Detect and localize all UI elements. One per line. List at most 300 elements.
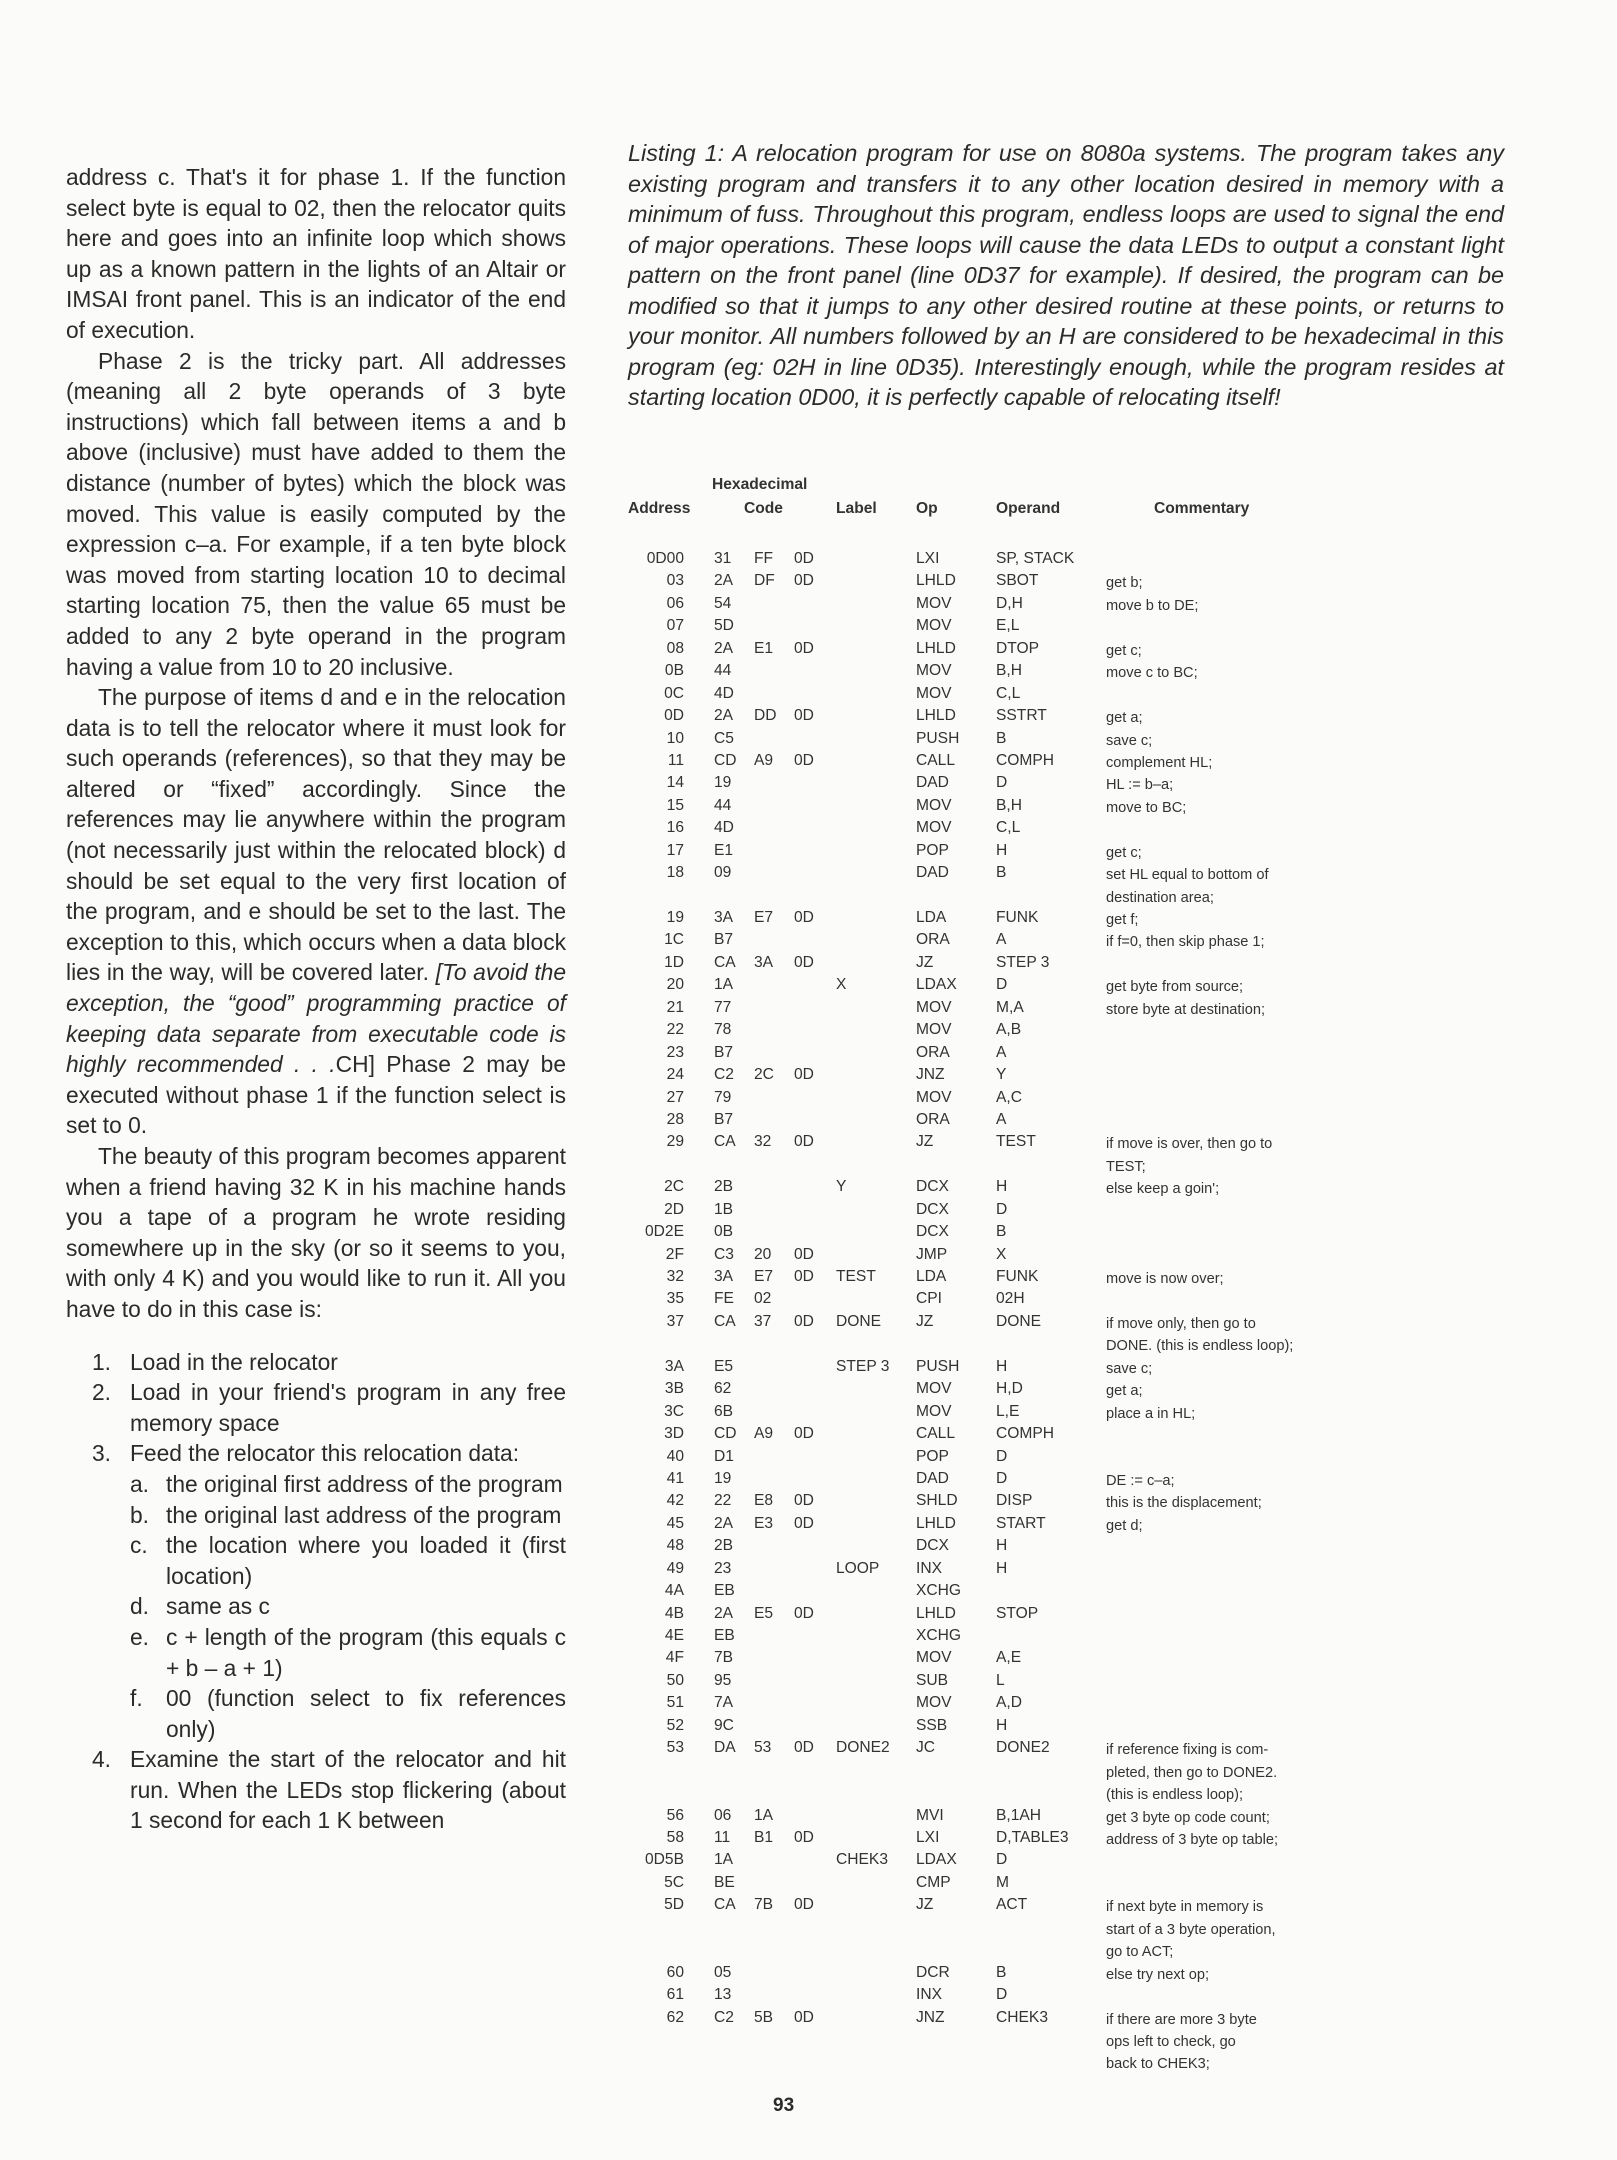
opcode-cell: MOV	[916, 1402, 952, 1420]
opcode-cell: JMP	[916, 1245, 948, 1263]
hex-byte-1-cell: 6B	[714, 1402, 734, 1420]
hex-byte-1-cell: 77	[714, 998, 732, 1016]
address-cell: 56	[666, 1806, 684, 1824]
step-item: 4. Examine the start of the relocator and hit run. When the LEDs stop flickering (about 1 second for each 1 K between	[92, 1746, 566, 1834]
listing-row	[628, 976, 1508, 998]
label-cell: LOOP	[836, 1559, 880, 1577]
operand-cell: A,D	[996, 1694, 1022, 1712]
commentary-cell: if next byte in memory is start of a 3 byte operation, go to ACT;	[1106, 1899, 1276, 1961]
commentary-cell: set HL equal to bottom of destination area;	[1106, 867, 1269, 906]
commentary-cell: get 3 byte op code count;	[1106, 1809, 1270, 1826]
commentary-cell: get b;	[1106, 575, 1143, 592]
label-cell: STEP 3	[836, 1357, 890, 1375]
operand-cell: B	[996, 1223, 1007, 1241]
listing-row	[628, 1223, 1508, 1245]
address-cell: 06	[666, 594, 684, 612]
listing-row	[628, 617, 1508, 639]
address-cell: 03	[666, 572, 684, 590]
opcode-cell: JZ	[916, 953, 934, 971]
operand-cell: M	[996, 1873, 1009, 1891]
operand-cell: FUNK	[996, 1268, 1039, 1286]
listing-row	[628, 1851, 1508, 1873]
hex-byte-1-cell: 23	[714, 1559, 732, 1577]
listing-row	[628, 1358, 1508, 1380]
commentary-cell: complement HL;	[1106, 754, 1213, 771]
operand-cell: COMPH	[996, 751, 1055, 769]
opcode-cell: DCR	[916, 1963, 950, 1981]
hex-byte-1-cell: 3A	[714, 909, 734, 927]
commentary-cell: place a in HL;	[1106, 1405, 1196, 1422]
hex-byte-1-cell: 2A	[714, 1514, 734, 1532]
opcode-cell: DAD	[916, 774, 949, 792]
relocation-data-list	[130, 1469, 566, 1744]
instruction-steps	[66, 1347, 566, 1837]
hex-byte-1-cell: 7A	[714, 1694, 734, 1712]
listing-row	[628, 707, 1508, 729]
operand-cell: A,E	[996, 1649, 1022, 1667]
operand-cell: SSTRT	[996, 707, 1047, 725]
hex-byte-2-cell: 20	[754, 1245, 772, 1263]
hex-byte-1-cell: 79	[714, 1088, 732, 1106]
hex-byte-1-cell: CA	[714, 1312, 736, 1330]
address-cell: 15	[666, 796, 684, 814]
operand-cell: B	[996, 729, 1007, 747]
hex-byte-1-cell: 62	[714, 1380, 732, 1398]
listing-row	[628, 1717, 1508, 1739]
commentary-cell: address of 3 byte op table;	[1106, 1832, 1278, 1849]
listing-row	[628, 1448, 1508, 1470]
step-item: 3. Feed the relocator this relocation data: a. the original first address of the program b. the original last address of the program c. the location where you loaded it (first location) d. same as c e. c + length of the program (this equals c + b – a + 1) f. 00 (function select to fix references only)	[66, 1438, 566, 1744]
operand-cell: A	[996, 1110, 1007, 1128]
hex-byte-3-cell: 0D	[794, 572, 814, 590]
header-op: Op	[916, 500, 938, 517]
hex-byte-3-cell: 0D	[794, 707, 814, 725]
listing-row	[628, 1021, 1508, 1043]
opcode-cell: MOV	[916, 998, 952, 1016]
listing-row	[628, 550, 1508, 572]
opcode-cell: CALL	[916, 751, 956, 769]
address-cell: 0C	[664, 684, 684, 702]
address-cell: 50	[666, 1671, 684, 1689]
hex-byte-2-cell: B1	[754, 1829, 774, 1847]
commentary-cell: if move is over, then go to TEST;	[1106, 1136, 1273, 1175]
listing-row	[628, 864, 1508, 909]
listing-row	[628, 1313, 1508, 1358]
hex-byte-1-cell: 9C	[714, 1716, 734, 1734]
label-cell: DONE	[836, 1312, 882, 1330]
operand-cell: DISP	[996, 1492, 1033, 1510]
hex-byte-2-cell: E1	[754, 639, 774, 657]
hex-byte-1-cell: B7	[714, 1043, 734, 1061]
listing-row	[628, 842, 1508, 864]
address-cell: 41	[666, 1469, 684, 1487]
address-cell: 4E	[664, 1627, 684, 1645]
opcode-cell: DAD	[916, 864, 949, 882]
editor-initials: CH]	[335, 1051, 375, 1078]
hex-byte-1-cell: CA	[714, 1896, 736, 1914]
opcode-cell: MOV	[916, 1088, 952, 1106]
opcode-cell: MOV	[916, 1694, 952, 1712]
operand-cell: D	[996, 976, 1008, 994]
opcode-cell: PUSH	[916, 1357, 960, 1375]
hex-byte-1-cell: 3A	[714, 1268, 734, 1286]
opcode-cell: LDA	[916, 1268, 947, 1286]
address-cell: 2D	[664, 1200, 684, 1218]
editor-note: [To avoid the exception, the “good” programming practice of keeping data separate from executable code is highly recommended . . .	[66, 959, 567, 1078]
opcode-cell: INX	[916, 1559, 942, 1577]
operand-cell: H	[996, 1178, 1008, 1196]
opcode-cell: LDAX	[916, 1851, 957, 1869]
hex-byte-3-cell: 0D	[794, 2008, 814, 2026]
opcode-cell: MOV	[916, 684, 952, 702]
address-cell: 23	[666, 1043, 684, 1061]
opcode-cell: MOV	[916, 819, 952, 837]
opcode-cell: XCHG	[916, 1627, 962, 1645]
label-cell: X	[836, 976, 847, 994]
operand-cell: B,H	[996, 662, 1022, 680]
listing-row	[628, 1694, 1508, 1716]
address-cell: 28	[666, 1110, 684, 1128]
operand-cell: D	[996, 1200, 1008, 1218]
hex-byte-1-cell: 1B	[714, 1200, 734, 1218]
listing-row	[628, 1896, 1508, 1963]
listing-caption: Listing 1: A relocation program for use on 8080a systems. The program takes any existing program and transfers it to any other location desired in memory with a minimum of fuss. Throughout this program, endless loops are used to signal the end of major operations. These loops will cause the data LEDs to output a constant light pattern on the front panel (line 0D37 for example). If desired, the program can be modified so that it jumps to any other desired routine at these points, or returns to your monitor. All numbers followed by an H are considered to be hexadecimal in this program (eg: 02H in line 0D35). Interestingly enough, while the program resides at starting location 0D00, it is perfectly capable of relocating itself!	[628, 140, 1504, 410]
address-cell: 2C	[664, 1178, 684, 1196]
operand-cell: D,H	[996, 594, 1023, 612]
listing-row	[628, 685, 1508, 707]
address-cell: 29	[666, 1133, 684, 1151]
commentary-cell: get f;	[1106, 912, 1139, 929]
operand-cell: E,L	[996, 617, 1020, 635]
hex-byte-3-cell: 0D	[794, 751, 814, 769]
hex-byte-2-cell: A9	[754, 1425, 774, 1443]
listing-row	[628, 1807, 1508, 1829]
listing-row	[628, 1425, 1508, 1447]
commentary-cell: else keep a goin';	[1106, 1181, 1220, 1198]
hex-byte-3-cell: 0D	[794, 639, 814, 657]
hex-byte-1-cell: EB	[714, 1627, 735, 1645]
hex-byte-1-cell: CD	[714, 751, 737, 769]
address-cell: 22	[666, 1021, 684, 1039]
listing-row	[628, 1649, 1508, 1671]
hex-byte-1-cell: 2A	[714, 572, 734, 590]
paragraph-3-main: The purpose of items d and e in the relocation data is to tell the relocator where it must look for such operands (references), so that they may be altered or “fixed” accordingly. Since the references may lie anywhere within the program (not necessarily just within the relocated block) d should be set equal to the very first location of the program, and e should be set to the last. The exception to this, which occurs when a data block lies in the way, will be covered later.	[66, 684, 566, 986]
opcode-cell: MVI	[916, 1806, 944, 1824]
address-cell: 24	[666, 1066, 684, 1084]
listing-row	[628, 572, 1508, 594]
header-operand: Operand	[996, 500, 1061, 517]
address-cell: 3C	[664, 1402, 684, 1420]
address-cell: 1C	[664, 931, 684, 949]
hex-byte-2-cell: 5B	[754, 2008, 774, 2026]
hex-byte-2-cell: E5	[754, 1604, 774, 1622]
listing-row	[628, 1829, 1508, 1851]
hex-byte-1-cell: C2	[714, 2008, 734, 2026]
opcode-cell: CALL	[916, 1425, 956, 1443]
hex-byte-1-cell: 2A	[714, 639, 734, 657]
hex-byte-3-cell: 0D	[794, 1066, 814, 1084]
operand-cell: B	[996, 864, 1007, 882]
operand-cell: X	[996, 1245, 1007, 1263]
address-cell: 18	[666, 864, 684, 882]
commentary-cell: if there are more 3 byte ops left to check, go back to CHEK3;	[1106, 2011, 1257, 2073]
operand-cell: D	[996, 774, 1008, 792]
address-cell: 3B	[664, 1380, 684, 1398]
opcode-cell: POP	[916, 1447, 949, 1465]
opcode-cell: SUB	[916, 1671, 949, 1689]
hex-byte-3-cell: 0D	[794, 1896, 814, 1914]
hex-byte-1-cell: 44	[714, 796, 732, 814]
commentary-cell: DE := c–a;	[1106, 1472, 1175, 1489]
opcode-cell: MOV	[916, 1021, 952, 1039]
opcode-cell: MOV	[916, 1380, 952, 1398]
operand-cell: D,TABLE3	[996, 1829, 1069, 1847]
hex-byte-3-cell: 0D	[794, 1514, 814, 1532]
commentary-cell: get a;	[1106, 710, 1143, 727]
hex-byte-1-cell: 44	[714, 662, 732, 680]
opcode-cell: POP	[916, 841, 949, 859]
assembly-listing	[628, 476, 1508, 2076]
commentary-cell: get a;	[1106, 1383, 1143, 1400]
operand-cell: M,A	[996, 998, 1024, 1016]
hex-byte-3-cell: 0D	[794, 953, 814, 971]
hex-byte-1-cell: 31	[714, 550, 732, 567]
page-number: 93	[773, 2095, 795, 2116]
hex-byte-1-cell: B7	[714, 931, 734, 949]
operand-cell: SP, STACK	[996, 550, 1075, 567]
listing-row	[628, 1201, 1508, 1223]
listing-row	[628, 640, 1508, 662]
hex-byte-1-cell: B7	[714, 1110, 734, 1128]
hex-byte-3-cell: 0D	[794, 1133, 814, 1151]
hex-byte-1-cell: 54	[714, 594, 732, 612]
listing-row	[628, 1089, 1508, 1111]
commentary-cell: get c;	[1106, 642, 1142, 659]
listing-row	[628, 909, 1508, 931]
operand-cell: D	[996, 1986, 1008, 2004]
listing-row	[628, 1986, 1508, 2008]
operand-cell: D	[996, 1469, 1008, 1487]
hex-byte-1-cell: 09	[714, 864, 732, 882]
opcode-cell: CPI	[916, 1290, 942, 1308]
operand-cell: L	[996, 1671, 1005, 1689]
listing-row	[628, 1470, 1508, 1492]
address-cell: 61	[666, 1986, 684, 2004]
opcode-cell: LHLD	[916, 572, 956, 590]
label-cell: DONE2	[836, 1739, 890, 1757]
address-cell: 51	[666, 1694, 684, 1712]
operand-cell: A,C	[996, 1088, 1022, 1106]
opcode-cell: LHLD	[916, 639, 956, 657]
operand-cell: D	[996, 1851, 1008, 1869]
operand-cell: 02H	[996, 1290, 1025, 1308]
address-cell: 17	[666, 841, 684, 859]
operand-cell: STOP	[996, 1604, 1039, 1622]
commentary-cell: get byte from source;	[1106, 979, 1244, 996]
operand-cell: SBOT	[996, 572, 1039, 590]
operand-cell: ACT	[996, 1896, 1028, 1914]
commentary-cell: get d;	[1106, 1517, 1143, 1534]
hex-byte-1-cell: 22	[714, 1492, 732, 1510]
commentary-cell: move c to BC;	[1106, 665, 1198, 682]
commentary-cell: if move only, then go to DONE. (this is endless loop);	[1106, 1315, 1294, 1355]
listing-row	[628, 1066, 1508, 1088]
address-cell: 48	[666, 1537, 684, 1555]
substep-item: e. c + length of the program (this equals c + b – a + 1)	[130, 1623, 566, 1681]
listing-row	[628, 1044, 1508, 1066]
opcode-cell: MOV	[916, 617, 952, 635]
opcode-cell: LDAX	[916, 976, 957, 994]
listing-row	[628, 1133, 1508, 1178]
operand-cell: FUNK	[996, 909, 1039, 927]
hex-byte-3-cell: 0D	[794, 1829, 814, 1847]
opcode-cell: JZ	[916, 1896, 934, 1914]
address-cell: 0D	[664, 707, 684, 725]
opcode-cell: DCX	[916, 1537, 949, 1555]
header-commentary: Commentary	[1154, 500, 1250, 517]
address-cell: 0B	[664, 662, 684, 680]
substep-item: f. 00 (function select to fix references only)	[130, 1685, 566, 1742]
listing-row	[628, 819, 1508, 841]
address-cell: 49	[666, 1559, 684, 1577]
listing-row	[628, 1627, 1508, 1649]
hex-byte-2-cell: 02	[754, 1290, 772, 1308]
header-label: Label	[836, 500, 877, 517]
operand-cell: STEP 3	[996, 953, 1050, 971]
hex-byte-1-cell: C3	[714, 1245, 734, 1263]
hex-byte-1-cell: 2B	[714, 1537, 734, 1555]
listing-row	[628, 730, 1508, 752]
listing-row	[628, 1492, 1508, 1514]
hex-byte-1-cell: D1	[714, 1447, 734, 1465]
opcode-cell: LHLD	[916, 1604, 956, 1622]
address-cell: 08	[666, 639, 684, 657]
listing-row	[628, 1964, 1508, 1986]
step-item: 2. Load in your friend's program in any free memory space	[92, 1379, 566, 1436]
operand-cell: H	[996, 1716, 1008, 1734]
opcode-cell: LHLD	[916, 707, 956, 725]
opcode-cell: MOV	[916, 594, 952, 612]
operand-cell: H	[996, 1559, 1008, 1577]
opcode-cell: JZ	[916, 1312, 934, 1330]
listing-row	[628, 1403, 1508, 1425]
substep-item: c. the location where you loaded it (first location)	[130, 1532, 566, 1589]
operand-cell: DONE	[996, 1312, 1042, 1330]
header-code: Code	[744, 500, 783, 517]
hex-byte-1-cell: 4D	[714, 819, 734, 837]
hex-byte-2-cell: DD	[754, 707, 777, 725]
operand-cell: A	[996, 931, 1007, 949]
hex-byte-3-cell: 0D	[794, 550, 814, 567]
listing-row	[628, 1380, 1508, 1402]
commentary-cell: HL := b–a;	[1106, 777, 1174, 794]
hex-byte-1-cell: E1	[714, 841, 734, 859]
hex-byte-3-cell: 0D	[794, 1739, 814, 1757]
commentary-cell: move is now over;	[1106, 1271, 1224, 1288]
opcode-cell: LXI	[916, 1829, 940, 1847]
opcode-cell: JNZ	[916, 1066, 945, 1084]
opcode-cell: MOV	[916, 1649, 952, 1667]
address-cell: 07	[666, 617, 684, 635]
address-cell: 35	[666, 1290, 684, 1308]
operand-cell: TEST	[996, 1133, 1036, 1151]
address-cell: 4F	[665, 1649, 684, 1667]
operand-cell: D	[996, 1447, 1008, 1465]
address-cell: 32	[666, 1268, 684, 1286]
opcode-cell: JNZ	[916, 2008, 945, 2026]
address-cell: 4A	[664, 1582, 684, 1600]
hex-byte-1-cell: 0B	[714, 1223, 734, 1241]
hex-byte-1-cell: 7B	[714, 1649, 734, 1667]
hex-byte-1-cell: 11	[714, 1829, 731, 1847]
operand-cell: DONE2	[996, 1739, 1050, 1757]
opcode-cell: PUSH	[916, 729, 960, 747]
operand-cell: B,H	[996, 796, 1022, 814]
opcode-cell: DCX	[916, 1223, 949, 1241]
hex-byte-1-cell: 13	[714, 1986, 732, 2004]
address-cell: 4B	[664, 1604, 684, 1622]
opcode-cell: SHLD	[916, 1492, 958, 1510]
listing-row	[628, 662, 1508, 684]
hex-byte-1-cell: CD	[714, 1425, 737, 1443]
commentary-cell: save c;	[1106, 1360, 1153, 1377]
listing-row	[628, 954, 1508, 976]
hex-byte-1-cell: CA	[714, 1133, 736, 1151]
address-cell: 40	[666, 1447, 684, 1465]
hex-byte-1-cell: 95	[714, 1671, 732, 1689]
commentary-cell: if f=0, then skip phase 1;	[1106, 934, 1265, 951]
hex-byte-1-cell: 2A	[714, 707, 734, 725]
hex-byte-1-cell: FE	[714, 1290, 734, 1308]
hex-byte-2-cell: 37	[754, 1312, 772, 1330]
hex-byte-3-cell: 0D	[794, 1268, 814, 1286]
address-cell: 2F	[665, 1245, 684, 1263]
hex-byte-2-cell: 32	[754, 1133, 772, 1151]
opcode-cell: DAD	[916, 1469, 949, 1487]
listing-row	[628, 931, 1508, 953]
commentary-cell: get c;	[1106, 844, 1142, 861]
operand-cell: A	[996, 1043, 1007, 1061]
hex-byte-2-cell: A9	[754, 751, 774, 769]
listing-row	[628, 999, 1508, 1021]
hex-byte-1-cell: 1A	[714, 976, 734, 994]
hex-byte-2-cell: DF	[754, 572, 775, 590]
operand-cell: H,D	[996, 1380, 1023, 1398]
label-cell: TEST	[836, 1268, 876, 1286]
hex-byte-3-cell: 0D	[794, 1425, 814, 1443]
operand-cell: B	[996, 1963, 1007, 1981]
hex-byte-2-cell: E7	[754, 909, 774, 927]
listing-row	[628, 1290, 1508, 1312]
hex-byte-1-cell: 2A	[714, 1604, 734, 1622]
operand-cell: COMPH	[996, 1425, 1055, 1443]
left-column-text	[66, 162, 566, 1836]
listing-rows	[628, 550, 1508, 2076]
hex-byte-2-cell: E7	[754, 1268, 774, 1286]
address-cell: 3A	[664, 1357, 684, 1375]
hex-byte-1-cell: BE	[714, 1873, 735, 1891]
hex-byte-1-cell: 5D	[714, 617, 734, 635]
opcode-cell: ORA	[916, 931, 950, 949]
operand-cell: H	[996, 1537, 1008, 1555]
address-cell: 21	[666, 998, 684, 1016]
label-cell: CHEK3	[836, 1851, 888, 1869]
listing-header	[628, 476, 1508, 528]
hex-byte-1-cell: CA	[714, 953, 736, 971]
opcode-cell: MOV	[916, 796, 952, 814]
address-cell: 60	[666, 1963, 684, 1981]
operand-cell: Y	[996, 1066, 1007, 1084]
